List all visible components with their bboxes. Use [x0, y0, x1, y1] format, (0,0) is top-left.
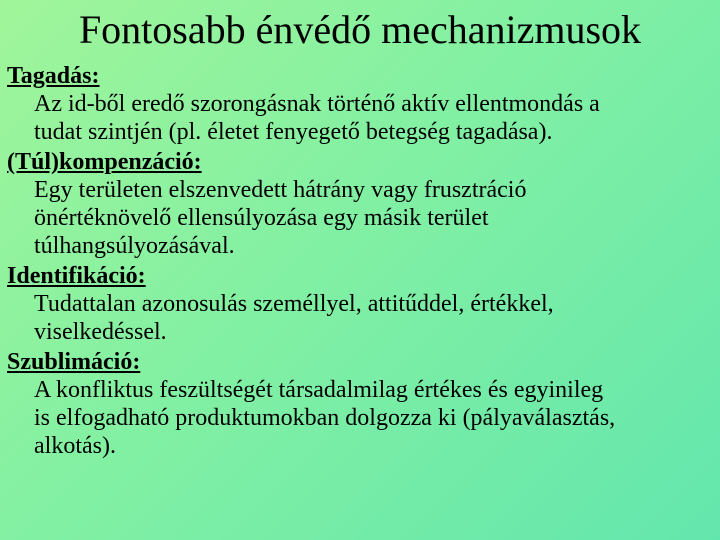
desc-line: A konfliktus feszültségét társadalmilag értékes és egyinileg [34, 377, 604, 403]
desc-kompenzacio [34, 176, 713, 260]
desc-line: önértéknövelő ellensúlyozása egy másik terület [34, 205, 489, 231]
section-szublimacio [7, 348, 713, 460]
desc-szublimacio [34, 376, 713, 460]
slide-content [7, 62, 713, 462]
desc-line: is elfogadható produktumokban dolgozza ki (pályaválasztás, [34, 405, 616, 431]
section-tagadas [7, 62, 713, 146]
desc-line: viselkedéssel. [34, 319, 167, 345]
term-kompenzacio: (Túl)kompenzáció: [7, 149, 202, 175]
section-kompenzacio [7, 148, 713, 260]
desc-tagadas [34, 90, 713, 146]
desc-line: túlhangsúlyozásával. [34, 233, 235, 259]
term-identifikacio: Identifikáció: [7, 263, 146, 289]
desc-line: tudat szintjén (pl. életet fenyegető betegség tagadása). [34, 119, 553, 145]
desc-identifikacio [34, 290, 713, 346]
desc-line: Tudattalan azonosulás személlyel, attitűddel, értékkel, [34, 291, 554, 317]
section-identifikacio [7, 262, 713, 346]
desc-line: Egy területen elszenvedett hátrány vagy frusztráció [34, 177, 527, 203]
desc-line: Az id-ből eredő szorongásnak történő aktív ellentmondás a [34, 91, 600, 117]
slide-title: Fontosabb énvédő mechanizmusok [78, 7, 642, 52]
desc-line: alkotás). [34, 433, 116, 459]
term-tagadas: Tagadás: [7, 63, 100, 89]
term-szublimacio: Szublimáció: [7, 349, 141, 375]
